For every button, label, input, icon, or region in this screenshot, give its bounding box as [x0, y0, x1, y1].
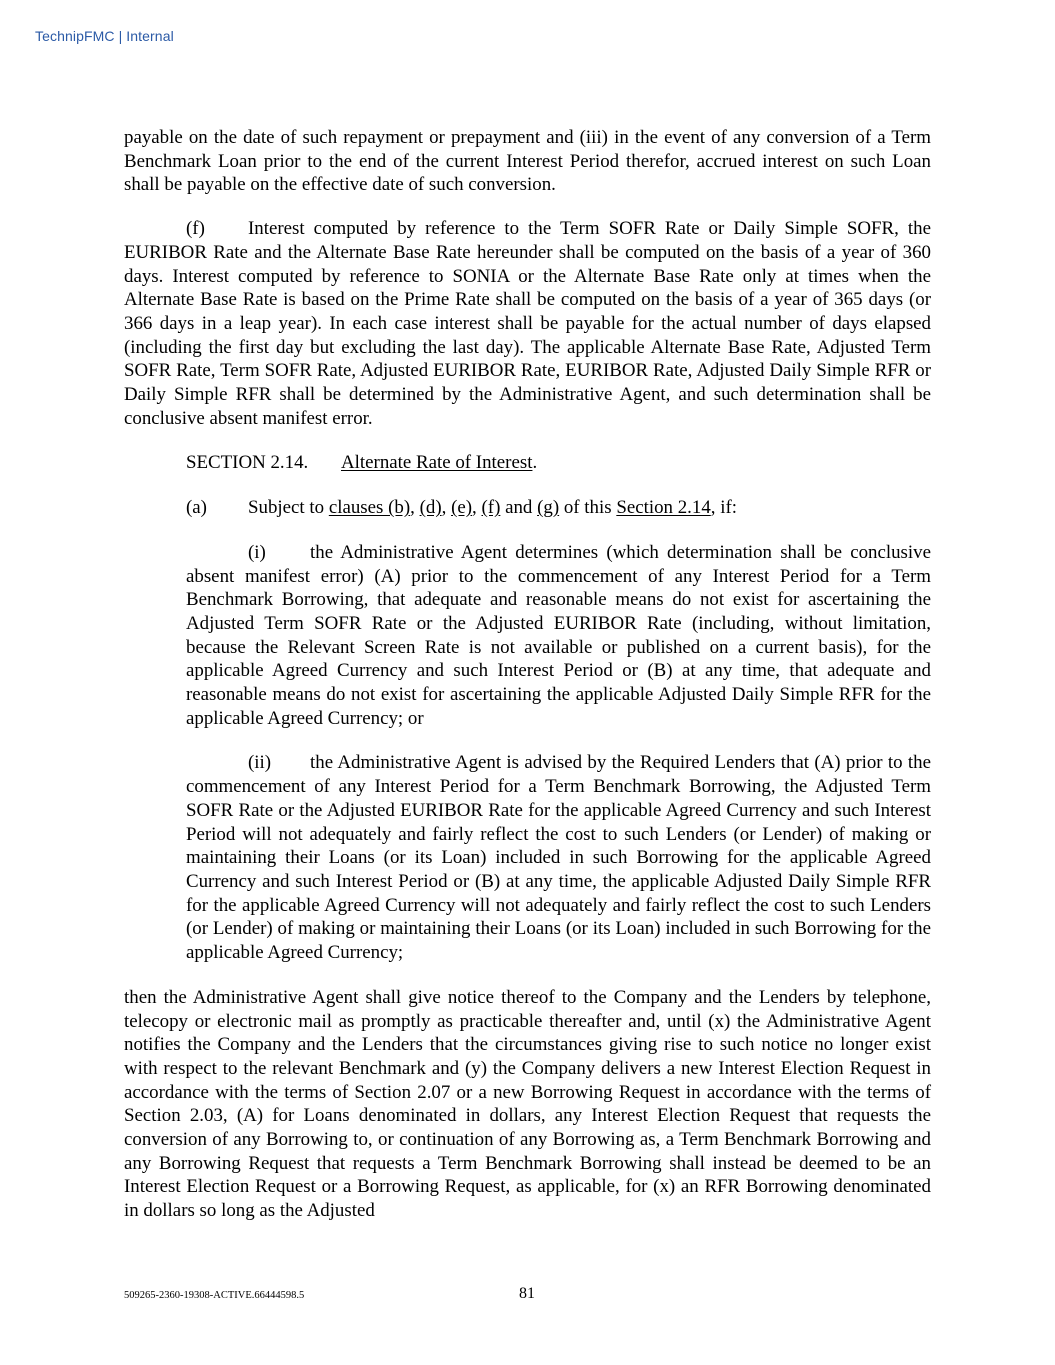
document-body	[124, 126, 931, 1223]
paragraph-i	[186, 541, 931, 731]
paragraph-f-text: Interest computed by reference to the Term SOFR Rate or Daily Simple SOFR, the EURIBOR Rate and the Alternate Base Rate hereunder shall be computed on the basis of a year of 360 days. Interest computed by reference to SONIA or the Alternate Base Rate only at times when the Alternate Base Rate is based on the Prime Rate shall be computed on the basis of a year of 365 days (or 366 days in a leap year). In each case interest shall be payable for the actual number of days elapsed (including the first day but excluding the last day). The applicable Alternate Base Rate, Adjusted Term SOFR Rate, Term SOFR Rate, Adjusted EURIBOR Rate, EURIBOR Rate, Adjusted Daily Simple RFR or Daily Simple RFR shall be determined by the Administrative Agent, and such determination shall be conclusive absent manifest error.	[124, 218, 931, 429]
paragraph-f	[124, 217, 931, 430]
clause-ref-e: (e)	[451, 497, 473, 519]
paragraph-ii	[186, 751, 931, 964]
section-title: Alternate Rate of Interest	[341, 452, 533, 474]
section-number: SECTION 2.14.	[186, 452, 309, 474]
clause-sep: ,	[441, 497, 452, 519]
clause-sep: ,	[472, 497, 482, 519]
clause-ref-b: clauses (b)	[328, 497, 411, 519]
clause-of-this: of this	[559, 497, 617, 519]
paragraph-i-text: the Administrative Agent determines (which determination shall be conclusive absent manifest error) (A) prior to the commencement of any Interest Period for a Term Benchmark Borrowing, that adequate and reasonable means do not exist for ascertaining the Adjusted Term SOFR Rate or the Adjusted EURIBOR Rate (including, without limitation, because the Relevant Screen Rate is not available or published on a current basis), for the applicable Agreed Currency and such Interest Period or (B) at any time, that adequate and reasonable means do not exist for ascertaining the applicable Adjusted Daily Simple RFR for the applicable Agreed Currency; or	[186, 541, 931, 729]
section-title-period: .	[532, 452, 538, 474]
paragraph-a	[124, 496, 931, 520]
clause-ref-f: (f)	[481, 497, 501, 519]
classification-label: TechnipFMC | Internal	[35, 28, 174, 44]
footer-page-number: 81	[519, 1285, 535, 1302]
clause-sep: ,	[410, 497, 420, 519]
paragraph-a-prefix: Subject to	[248, 497, 329, 519]
clause-label-a: (a)	[186, 497, 207, 519]
clause-ref-g: (g)	[537, 497, 560, 519]
clause-label-i: (i)	[248, 541, 266, 563]
clause-label-f: (f)	[186, 218, 205, 240]
paragraph-a-suffix: , if:	[710, 497, 738, 519]
clause-label-ii: (ii)	[248, 752, 272, 774]
clause-ref-d: (d)	[419, 497, 442, 519]
clause-and: and	[500, 497, 538, 519]
paragraph-then: then the Administrative Agent shall give notice thereof to the Company and the Lenders by telephone, telecopy or electronic mail as promptly as practicable thereafter and, until (x) the Administrative Agent notifies the Company and the Lenders that the circumstances giving rise to such notice no longer exist with respect to the relevant Benchmark and (y) the Company delivers a new Interest Election Request in accordance with the terms of Section 2.07 or a new Borrowing Request in accordance with the terms of Section 2.03, (A) for Loans denominated in dollars, any Interest Election Request that requests the conversion of any Borrowing to, or continuation of any Borrowing as, a Term Benchmark Borrowing and any Borrowing Request that requests a Term Benchmark Borrowing shall instead be deemed to be an Interest Election Request or a Borrowing Request, as applicable, for (x) an RFR Borrowing denominated in dollars so long as the Adjusted	[124, 986, 931, 1222]
footer-document-id: 509265-2360-19308-ACTIVE.66444598.5	[124, 1290, 305, 1301]
paragraph-continuation: payable on the date of such repayment or prepayment and (iii) in the event of any conversion of a Term Benchmark Loan prior to the end of the current Interest Period therefor, accrued interest on such Loan shall be payable on the effective date of such conversion.	[124, 127, 931, 196]
section-heading	[124, 451, 931, 475]
paragraph-ii-text: the Administrative Agent is advised by the Required Lenders that (A) prior to the commencement of any Interest Period for a Term Benchmark Borrowing, the Adjusted Term SOFR Rate or the Adjusted EURIBOR Rate for the applicable Agreed Currency and such Interest Period will not adequately and fairly reflect the cost to such Lenders (or Lender) of making or maintaining their Loans (or its Loan) included in such Borrowing for the applicable Agreed Currency and such Interest Period or (B) at any time, the applicable Adjusted Daily Simple RFR for the applicable Agreed Currency will not adequately and fairly reflect the cost to such Lenders (or Lender) of making or maintaining their Loans (or its Loan) included in such Borrowing for the applicable Agreed Currency;	[186, 752, 931, 964]
section-ref: Section 2.14	[616, 497, 711, 519]
